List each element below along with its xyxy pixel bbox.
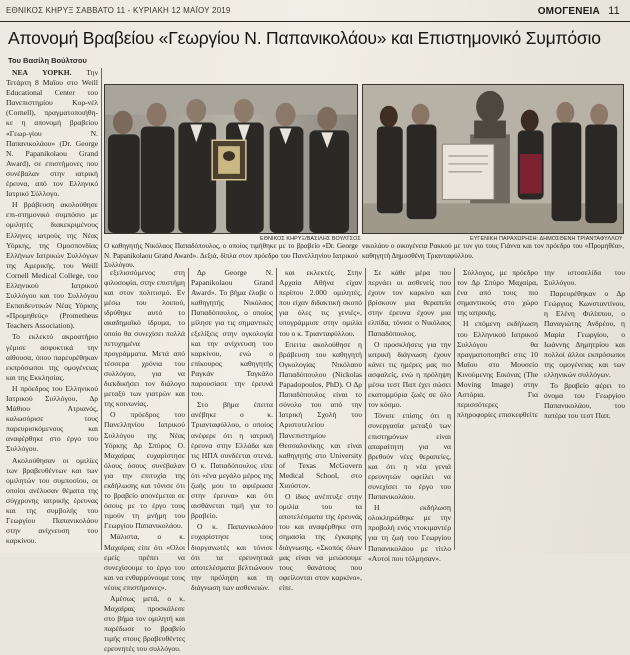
paragraph: Η εκδήλωση ολοκληρώθηκε με την προβολή ενός ντοκιμαντέρ για τη ζωή του Γεωργίου Παπανικολάου με τίτλο «Αυτοί που τόλμησαν». xyxy=(368,503,451,563)
paragraph: Ο προσκλήσεις για την ιατρική διάγνωση έχουν κάνει τις ημέρες μας πιο ασφαλείς, ενώ η πρόληψη μέσω τεστ Παπ έχει σώσει εκατομμύρια ζωές σε όλο τον κόσμο. xyxy=(368,339,451,410)
paragraph: Η βράβευση ακολούθησε επι-στημονικό συμπόσιο με ομιλητές διακεκριμένους Ελληνες ιατρούς της Νέας Υόρκης, της Ομοσπονδίας Ελλήνων Ιατρικών Συλλόγων της Αμερικής, του Weill Cornell Medical College, του Ελληνικού Ιατρικού Συλλόγου και του Συλλόγου Εκπαιδευτικών Νέας Υόρκης «Προμηθεύς» (Prometheus Teachers Association). xyxy=(6,200,98,331)
paragraph: Δρ George N. Papanikolaou Grand Award». Το βήμα έλαβε ο καθηγητής Νικόλαος Παπαδόπουλος, ο οποίος μίλησε για τις σημαντικές εξελίξεις στην ογκολογία και την ανίχνευση του καρκίνου, ενώ ο επίκουρος καθηγητής Ραγκάν Ταγκάλο παρουσίασε την έρευνά του. xyxy=(191,268,273,399)
column-rule xyxy=(188,268,189,550)
text-column-2 xyxy=(104,268,185,654)
award-ceremony-photo xyxy=(104,84,358,234)
paragraph: Το εκλεκτό ακροατήριο γέμισε ασφυκτικά την αίθουσα, όπου παρευρέθηκαν εκπρόσωποι της ομογένειας και της Εκκλησίας. xyxy=(6,332,98,382)
paragraph: Ο ίδιος ανέπτυξε στην ομιλία του τα αποτελέσματα της έρευνάς του και αναφέρθηκε στη σημασία της έγκαιρης διάγνωσης. «Σκοπός όλων μας είναι να μειώσουμε τους θανάτους που οφείλονται στον καρκίνο», είπε. xyxy=(279,492,362,592)
photo-credit: ΕΘΝΙΚΟΣ ΚΗΡΥΞ/ΒΑΣΙΛΗΣ ΒΟΥΛΤΣΟΣ xyxy=(260,236,361,242)
text-column-5 xyxy=(368,268,451,563)
text-column-1 xyxy=(6,68,98,550)
paragraph: Παρευρέθηκαν ο Δρ Γεώργιος Κωνσταντίνου, η Ελένη Φιλίππου, ο Παναγιώτης Ανδρέου, η Μαρία Γεωργίου, ο Ιωάννης Δημητρίου και πολλοί άλλοι εκπρόσωποι της ομογένειας και των ελληνικών συλλόγων. xyxy=(544,289,625,379)
paragraph: Σε κάθε μέρα που περνάει οι ασθενείς που έχουν τον καρκίνο και βρίσκουν μια θεραπεία στην έρευνα έχουν μια ελπίδα, τόνισε ο Νικόλαος Παπαδόπουλος. xyxy=(368,268,451,338)
photo-caption: νικολάου ο οικογένεια Ρακκού με τον γιο τους Γιάννα και τον πρόεδρο του «Προμηθέα», καθηγητή Δημοσθένη Τριανταφύλλου. xyxy=(362,242,624,260)
header-date-line: ΕΘΝΙΚΟΣ ΚΗΡΥΞ ΣΑΒΒΑΤΟ 11 - ΚΥΡΙΑΚΗ 12 ΜΑΪΟΥ 2019 xyxy=(6,6,231,15)
column-rule xyxy=(365,268,366,550)
section-title: ΟΜΟΓΕΝΕΙΑ xyxy=(537,5,600,17)
paragraph: Επειτα ακολούθησε η βράβευση του καθηγητή Ογκολογίας Νικόλαου Παπαδόπουλου (Nickolas Papadopoulos, PhD). Ο Δρ Παπαδόπουλος είναι το σύνολο του από την Ιατρική Σχολή του Αριστοτελείου Πανεπιστημίου Θεσσαλονίκης και είναι καθηγητής στο University of Texas McGovern Medical School, στο Χιούστον. xyxy=(279,339,362,490)
text-column-4 xyxy=(279,268,362,592)
paragraph: Ο πρόεδρος του Πανελληνίου Ιατρικού Συλλόγου της Νέας Υόρκης Δρ Σπύρος Ο. Μαχαίρας ευχαρίστησε όλους όσους συνέβαλαν για την επιτυχία της εκδήλωσης και τόνισε ότι το βραβείο απονέμεται σε όσους με το έργο τους τιμούν τη μνήμη του Γεωργίου Παπανικολάου. xyxy=(104,410,185,531)
article-headline: Απονομή Βραβείου «Γεωργίου Ν. Παπανικολάου» και Επιστημονικό Συμπόσιο xyxy=(8,28,601,48)
lead-city: ΝΕΑ ΥΟΡΚΗ. xyxy=(12,68,72,77)
paragraph: Μάλιστα, ο κ. Μαχαίρας είπε ότι «Ολοι εμείς πρέπει να συνεχίσουμε το έργο του και να ενθαρρύνουμε τους νέους επιστήμονες». xyxy=(104,532,185,592)
paragraph: Στο βήμα έπειτα ανέβηκε ο κ. Τριανταφύλλου, ο οποίος ανέφερε ότι η ιατρική έρευνα στην Ελλάδα και τις ΗΠΑ συνδέεται στενά. Ο κ. Παπαδόπουλος είπε ότι «ένα μεγάλο μέρος της ζωής μου το αφιέρωσα στην έρευνα» και ότι αισθάνεται τιμή για το βραβείο. xyxy=(191,400,273,521)
award-ceremony-photo-image xyxy=(105,85,357,233)
paragraph: Σύλλογος, με πρόεδρο τον Δρ Σπύρο Μαχαίρα, ένα από τους πιο σημαντικούς στο χώρο της ιατρικής. xyxy=(457,268,538,318)
column-rule xyxy=(454,268,455,550)
paragraph: Ακολούθησαν οι ομιλίες των βραβευθέντων και των ομιλητών του συμποσίου, οι οποίοι ανέλυσαν θέματα της σύγχρονης ιατρικής έρευνας και της συμβολής του Γεωργίου Παπανικολάου στην ανίχνευση του καρκίνου. xyxy=(6,455,98,546)
paragraph: Το βραβείο φέρει το όνομα του Γεωργίου Παπανικολάου, του πατέρα του τεστ Παπ. xyxy=(544,381,625,421)
paragraph: Ο κ. Παπανικολάου ευχαρίστησε τους διοργανωτές και τόνισε ότι τα ερευνητικά αποτελέσματα βελτιώνουν την πρόληψη και τη διάγνωση των ασθενειών. xyxy=(191,522,273,592)
page-header xyxy=(0,0,630,22)
paragraph: Αμέσως μετά, ο κ. Μαχαίρας προσκάλεσε στο βήμα τον ομιλητή και παρέδωσε το βραβείο τιμής στους βραβευθέντες ερευνητές του συλλόγου. xyxy=(104,594,185,654)
paragraph: Την Τετάρτη 8 Μαΐου στο Weill Educational Center του Πανεπιστημίου Κορ-νέλ (Cornell), πραγματοποιήθη-κε η απονομή βραβείου «Γεωρ-γίου Ν. Παπανικολάου» (Dr. George N. Papanikolaou Grand Award), σε επιστήμονες που συνέβαλαν στην ιατρική έρευνα, από τον Ελληνικό Ιατρικό Σύλλογο. xyxy=(6,68,99,199)
family-group-photo xyxy=(362,84,624,234)
paragraph: Η πρόεδρος του Ελληνικού Ιατρικού Συλλόγου, Δρ Μάθιου Ατριανός, καλωσόρισε τους παρευρισκόμενους και αναφέρθηκε στο έργο του Συλλόγου. xyxy=(6,383,98,454)
column-rule xyxy=(276,268,277,550)
text-column-6 xyxy=(457,268,625,550)
photo-caption: Ο καθηγητής Νικόλαος Παπαδόπουλος, ο οποίος τιμήθηκε με το βραβείο «Dr. George N. Papanikolaou Grand Award». Δεξιά, δίπλα στον πρόεδρο του Πανελληνίου Ιατρικού Συλλόγου. xyxy=(104,242,358,270)
paragraph: Τόνισε επίσης ότι η συνεργασία μεταξύ των επιστημόνων είναι απαραίτητη για να βρεθούν νέες θεραπείες, και ότι η νέα γενιά ερευνητών οφείλει να συνεχίσει το έργο του Παπανικολάου. xyxy=(368,411,451,502)
header-section-group xyxy=(538,5,620,17)
photo-credit: ΕΥΓΕΝΙΚΗ ΠΑΡΑΧΩΡΗΣΗ: ΔΗΜΟΣΘΕΝΗ ΤΡΙΑΝΤΑΦΥΛΛΟΥ xyxy=(470,236,623,242)
column-rule xyxy=(101,68,102,550)
paragraph: εξελισσόμενος στη φιλοσοφία, στην επιστήμη και στον πολιτισμό. Εν μέσω του λοιπού, ιδρύθηκε αυτό το ακαδημαϊκό ίδρυμα, το οποίο θα συνεχίσει πολλά πετυχημένα προγράμματα. Μετά από τέσσερα χρόνια του συλλόγου, για να διεκδικήσει τον διάλογο μεταξύ των γιατρών και της κοινωνίας. xyxy=(104,268,185,409)
text-column-3 xyxy=(191,268,273,592)
article-byline: Του Βασίλη Βούλτσου xyxy=(8,56,87,65)
paragraph: και εκλεκτές. Στην Αρχαία Αθήνα είχαν περίπου 2.000 ομιλητές, που είχαν διδακτική σκοπό για όλες τις γενιές», υπογράμμισε στην ομιλία του ο κ. Τριανταφύλλου. xyxy=(279,268,362,338)
page-number: 11 xyxy=(608,4,620,17)
family-group-photo-image xyxy=(363,85,623,233)
paragraph: Η επόμενη εκδήλωση του Ελληνικού Ιατρικού Συλλόγου θα πραγματοποιηθεί στις 10 Μαΐου στο Μουσείο Κινούμενης Εικόνας (The Moving Image) στην Αστόρια. Για περισσότερες πληροφορίες επισκεφθείτε την ιστοσελίδα του Συλλόγου. xyxy=(457,268,625,420)
